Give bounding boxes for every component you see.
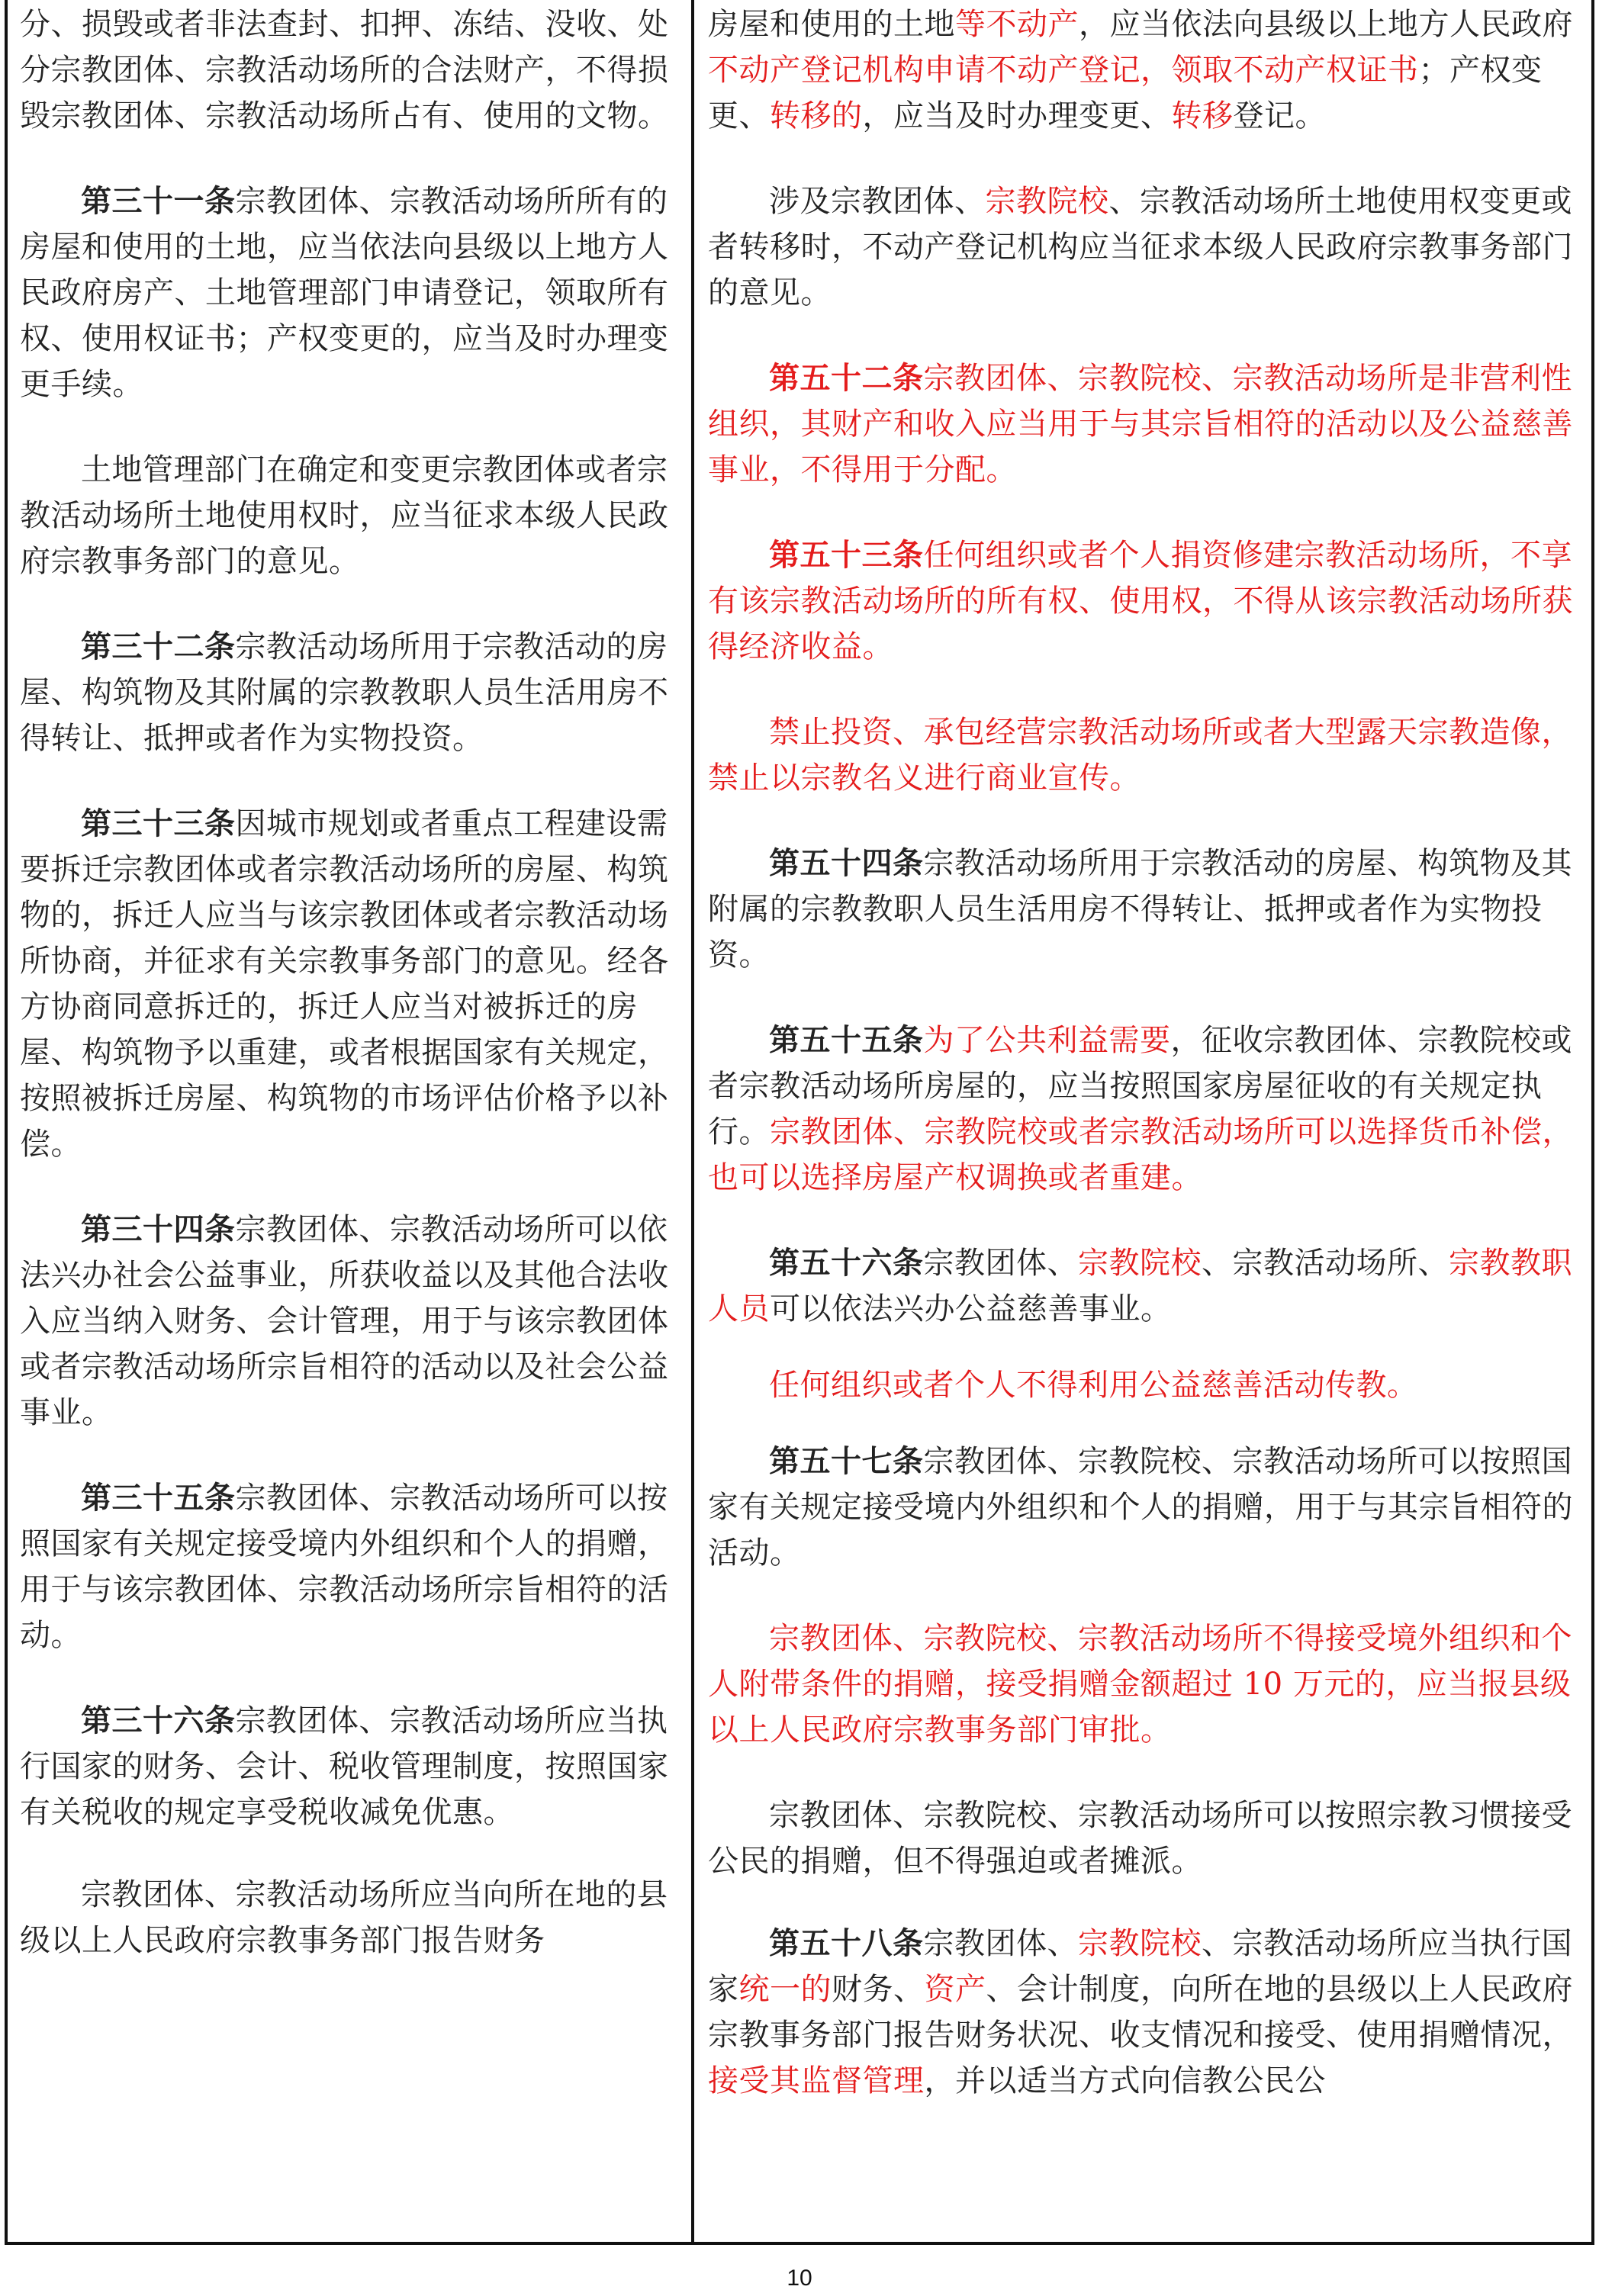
- article-52-text: 宗教团体、宗教院校、宗教活动场所是非营利性组织，其财产和收入应当用于与其宗旨相符的活动以及公益慈善事业，不得用于分配。: [708, 361, 1573, 487]
- text-segment: 宗教团体、: [923, 1246, 1078, 1281]
- article-52-title: 第五十二条: [769, 360, 924, 396]
- text-segment: 可以依法兴办公益慈善事业。: [770, 1291, 1172, 1326]
- revised-text: 资产: [924, 1972, 986, 2007]
- article-36-title: 第三十六条: [81, 1703, 236, 1738]
- article-58: [708, 1921, 1585, 2104]
- article-34: [20, 1207, 682, 1436]
- text-segment: 、会计制度，向所在地的县级以上人民政府宗教事务部门报告财务状况、收支情况和接受、使用捐赠情况，: [708, 1972, 1573, 2053]
- article-32-text: 宗教活动场所用于宗教活动的房屋、构筑物及其附属的宗教教职人员生活用房不得转让、抵押或者作为实物投资。: [20, 629, 669, 756]
- article-35-text: 宗教团体、宗教活动场所可以按照国家有关规定接受境内外组织和个人的捐赠，用于与该宗教团体、宗教活动场所宗旨相符的活动。: [20, 1481, 669, 1653]
- article-57-text: 宗教团体、宗教院校、宗教活动场所可以按照国家有关规定接受境内外组织和个人的捐赠，用于与其宗旨相符的活动。: [708, 1444, 1573, 1571]
- article-57-paragraph-2: 宗教团体、宗教院校、宗教活动场所不得接受境外组织和个人附带条件的捐赠，接受捐赠金额超过 10 万元的，应当报县级以上人民政府宗教事务部门审批。: [708, 1621, 1572, 1748]
- text-segment: ，应当依法向县级以上地方人民政府: [1079, 7, 1573, 42]
- article-54-title: 第五十四条: [769, 845, 924, 881]
- article-58-title: 第五十八条: [769, 1925, 924, 1961]
- revised-text: 为了公共利益需要: [923, 1023, 1171, 1058]
- article-54-text: 宗教活动场所用于宗教活动的房屋、构筑物及其附属的宗教教职人员生活用房不得转让、抵押或者作为实物投资。: [708, 846, 1572, 973]
- text-segment: 宗教团体、: [923, 1926, 1078, 1961]
- article-56-title: 第五十六条: [769, 1245, 924, 1281]
- text-segment: 、宗教活动场所、: [1202, 1246, 1449, 1281]
- article-55-title: 第五十五条: [769, 1022, 924, 1058]
- article-34-text: 宗教团体、宗教活动场所可以依法兴办社会公益事业，所获收益以及其他合法收入应当纳入财务、会计管理，用于与该宗教团体或者宗教活动场所宗旨相符的活动以及社会公益事业。: [20, 1212, 669, 1430]
- revised-text: 宗教院校: [1078, 1926, 1202, 1961]
- left-column-original: [20, 0, 682, 1963]
- page-number: 10: [787, 2265, 812, 2291]
- article-32: [20, 624, 682, 761]
- right-column-revised: [708, 0, 1585, 2104]
- article-53-paragraph-2: 禁止投资、承包经营宗教活动场所或者大型露天宗教造像，禁止以宗教名义进行商业宣传。: [708, 715, 1572, 796]
- revised-text: 宗教教职人员: [708, 1246, 1572, 1326]
- text-segment: ，征收宗教团体、宗教院校或者宗教活动场所房屋的，应当按照国家房屋征收的有关规定执行。: [708, 1023, 1572, 1150]
- revised-text: 宗教院校: [985, 184, 1109, 219]
- text-segment: ，应当及时办理变更、: [862, 98, 1172, 133]
- text-segment: 财务、: [832, 1972, 925, 2007]
- article-36-text: 宗教团体、宗教活动场所应当执行国家的财务、会计、税收管理制度，按照国家有关税收的规定享受税收减免优惠。: [20, 1703, 669, 1830]
- column-divider: [691, 0, 694, 2245]
- article-54: [708, 841, 1585, 978]
- article-33-title: 第三十三条: [81, 806, 236, 841]
- article-57: [708, 1439, 1585, 1576]
- article-33: [20, 801, 682, 1167]
- article-31-text: 宗教团体、宗教活动场所所有的房屋和使用的土地，应当依法向县级以上地方人民政府房产、土地管理部门申请登记，领取所有权、使用权证书；产权变更的，应当及时办理变更手续。: [20, 184, 669, 402]
- text-segment: 登记。: [1233, 98, 1326, 133]
- article-56: [708, 1240, 1585, 1332]
- revised-text: 转移: [1171, 98, 1234, 133]
- revised-text: 宗教院校: [1078, 1246, 1202, 1281]
- article-31-paragraph-2: 土地管理部门在确定和变更宗教团体或者宗教活动场所土地使用权时，应当征求本级人民政府宗教事务部门的意见。: [20, 452, 669, 579]
- article-34-title: 第三十四条: [81, 1211, 236, 1247]
- text-segment: ；产权变更、: [708, 53, 1543, 133]
- text-segment: 房屋和使用的土地: [708, 7, 955, 42]
- article-36-paragraph-2: 宗教团体、宗教活动场所应当向所在地的县级以上人民政府宗教事务部门报告财务: [20, 1877, 668, 1958]
- article-53-title: 第五十三条: [769, 537, 924, 573]
- article-53: [708, 532, 1585, 670]
- revised-text: 不动产登记机构申请不动产登记，领取不动产权证书: [708, 53, 1419, 88]
- right-land-paragraph: [708, 178, 1585, 316]
- article-53-text: 任何组织或者个人捐资修建宗教活动场所，不享有该宗教活动场所的所有权、使用权，不得从该宗教活动场所获得经济收益。: [708, 538, 1573, 664]
- article-52: [708, 355, 1585, 493]
- text-segment: 、宗教活动场所土地使用权变更或者转移时，不动产登记机构应当征求本级人民政府宗教事务部门的意见。: [708, 184, 1573, 310]
- revised-text: 接受其监督管理: [708, 2063, 925, 2098]
- article-31-title: 第三十一条: [81, 183, 236, 219]
- article-31: [20, 178, 682, 407]
- article-35-title: 第三十五条: [81, 1480, 236, 1516]
- text-segment: 、宗教活动场所应当执行国家: [708, 1926, 1572, 2007]
- article-33-text: 因城市规划或者重点工程建设需要拆迁宗教团体或者宗教活动场所的房屋、构筑物的，拆迁人应当与该宗教团体或者宗教活动场所协商，并征求有关宗教事务部门的意见。经各方协商同意拆迁的，拆迁人应当对被拆迁的房屋、构筑物予以重建，或者根据国家有关规定，按照被拆迁房屋、构筑物的市场评估价格予以补偿。: [20, 806, 669, 1162]
- right-continued-paragraph: [708, 2, 1585, 139]
- revised-text: 宗教团体、宗教院校或者宗教活动场所可以选择货币补偿，也可以选择房屋产权调换或者重建。: [708, 1114, 1573, 1195]
- text-segment: ，并以适当方式向信教公民公: [924, 2063, 1326, 2098]
- article-56-paragraph-2: 任何组织或者个人不得利用公益慈善活动传教。: [769, 1368, 1418, 1403]
- revised-text: 转移的: [770, 98, 863, 133]
- article-35: [20, 1475, 682, 1658]
- revised-text: 等不动产: [955, 7, 1079, 42]
- article-55: [708, 1018, 1585, 1201]
- article-36: [20, 1698, 682, 1835]
- article-32-title: 第三十二条: [81, 629, 236, 664]
- article-57-paragraph-3: 宗教团体、宗教院校、宗教活动场所可以按照宗教习惯接受公民的捐赠，但不得强迫或者摊派。: [708, 1798, 1572, 1879]
- left-continued-paragraph: 分、损毁或者非法查封、扣押、冻结、没收、处分宗教团体、宗教活动场所的合法财产，不得损毁宗教团体、宗教活动场所占有、使用的文物。: [20, 7, 669, 133]
- article-57-title: 第五十七条: [769, 1443, 924, 1479]
- revised-text: 统一的: [738, 1972, 832, 2007]
- text-segment: 涉及宗教团体、: [769, 184, 986, 219]
